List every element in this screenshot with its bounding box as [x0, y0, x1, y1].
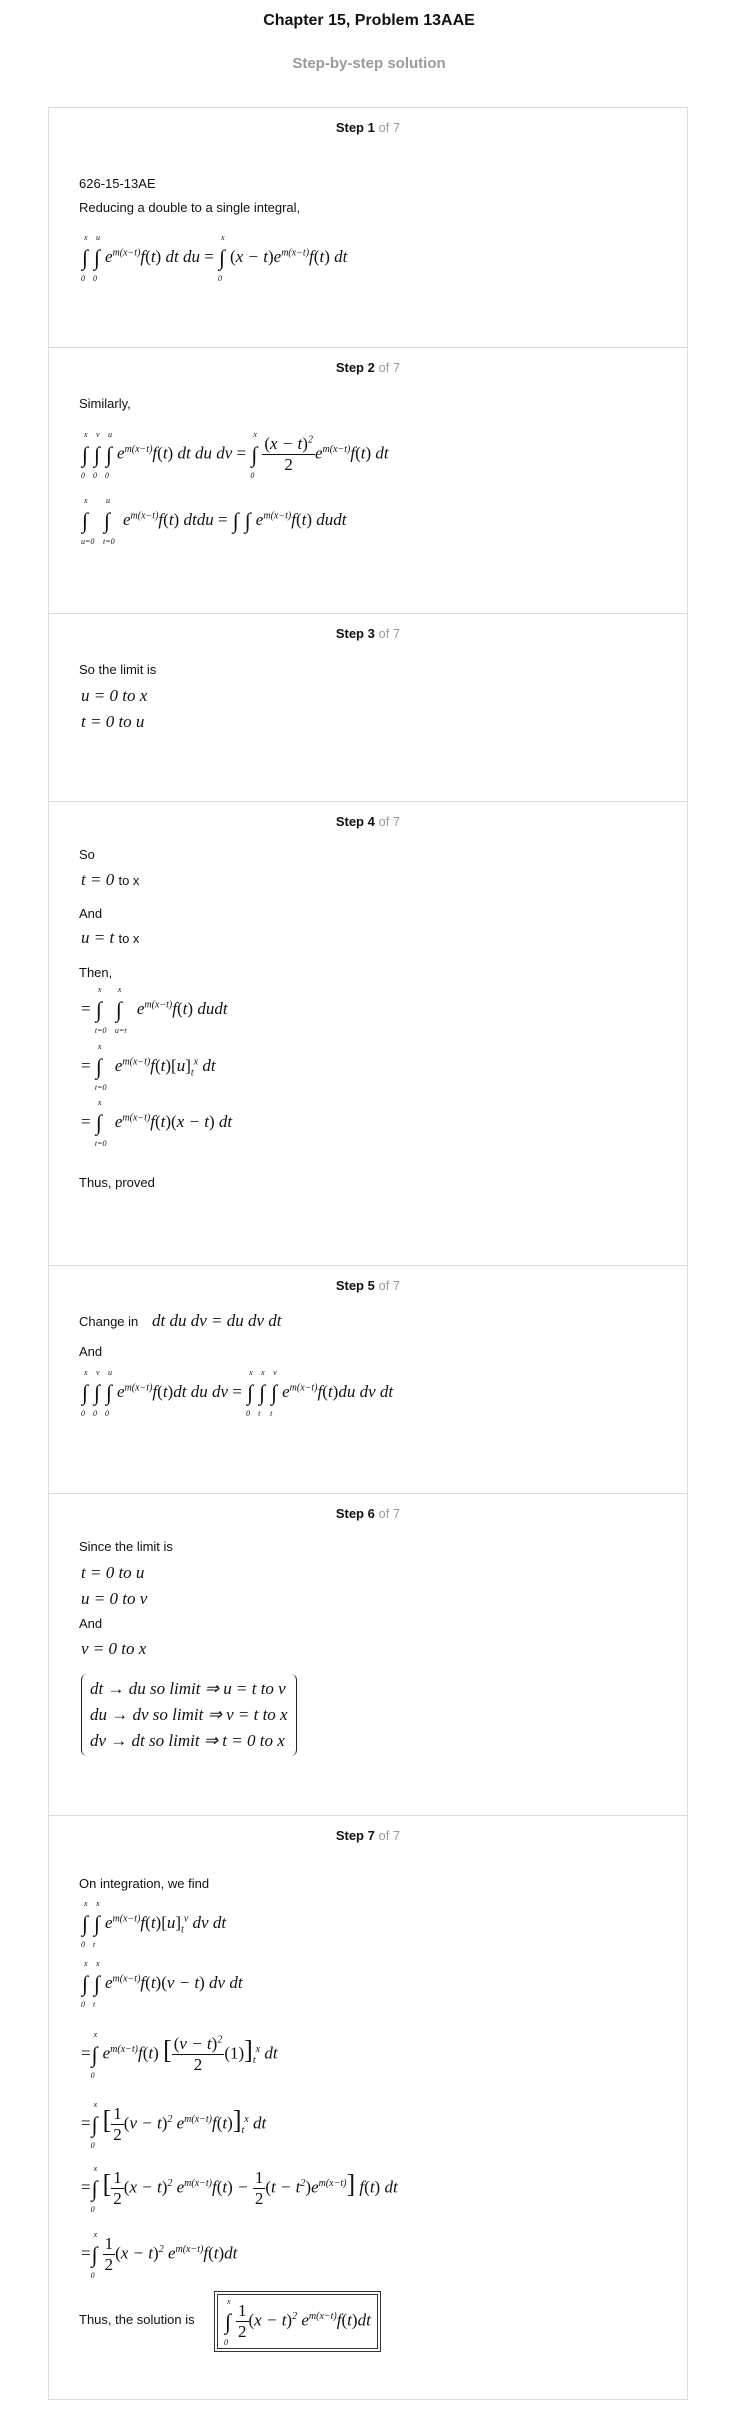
- step-text: Reducing a double to a single integral,: [79, 200, 301, 215]
- step-text: Thus, the solution is: [79, 2312, 195, 2327]
- step-card-2: [48, 347, 688, 613]
- math-equation: u = t to x: [81, 928, 140, 947]
- math-equation: ∫ x 0 ∫ v 0 ∫ u 0 $e^{m(x-t)}f(t)$ dt du dv = ∫ x 0 $\frac{(x - t)^2}{2}$ $e^{m(x-t)}f(t)$ dt: [81, 429, 389, 480]
- math-equation: ∫ x 0 ∫ x t $e^{m(x-t)}f(t)[u]_t^v$ dv dt: [81, 1899, 227, 1949]
- math-equation: ∫ x 0 ∫ v 0 ∫ u 0 $e^{m(x-t)}f(t)dt$ du dv = ∫ x 0 ∫ x t ∫ v t $e^{m(x-t)}f(t)du$ dv dt: [81, 1368, 394, 1418]
- step-text: 626-15-13AE: [79, 176, 156, 191]
- step-heading: Step 7 of 7: [335, 1828, 401, 1843]
- step-text: And: [79, 1344, 103, 1359]
- step-text: And: [79, 1616, 103, 1631]
- step-card-3: [48, 613, 688, 801]
- math-equation: = ∫ x 0 $\frac{1}{2}$ $(x - t)^2$ $e^{m(x-t)}f(t)dt$: [81, 2229, 238, 2280]
- math-equation: ∫ x u=0 ∫ u t=0 $e^{m(x-t)}f(t)$ dtdu = ∫ ∫ $e^{m(x-t)}f(t)$ dudt: [81, 496, 347, 546]
- final-answer-box: ∫ x 0 $\frac{1}{2}$ $(x - t)^2$ $e^{m(x-t)}f(t)dt$: [217, 2294, 378, 2349]
- step-heading: Step 1 of 7: [335, 120, 401, 135]
- step-card-7: [48, 1815, 688, 2400]
- step-text: So the limit is: [79, 662, 157, 677]
- math-equation: t = 0 to x: [81, 870, 140, 889]
- step-card-4: [48, 801, 688, 1265]
- math-equation: v = 0 to x: [81, 1639, 147, 1658]
- math-equation: ∫ x 0 ∫ x t $e^{m(x-t)}f(t)(v - t)$ dv dt: [81, 1959, 243, 2009]
- step-text: So: [79, 847, 95, 862]
- step-heading: Step 2 of 7: [335, 360, 401, 375]
- step-card-1: [48, 107, 688, 347]
- step-text: Since the limit is: [79, 1539, 173, 1554]
- limits-brace: [81, 1674, 297, 1756]
- math-equation: t = 0 to u: [81, 712, 145, 731]
- math-equation: ∫ x 0 ∫ u 0 $e^{m(x-t)}f(t)$ dt du = ∫ x 0 $(x - t)e^{m(x-t)}f(t)$ dt: [81, 233, 348, 283]
- step-text: And: [79, 906, 103, 921]
- math-equation: dt du dv = du dv dt: [152, 1311, 282, 1330]
- math-equation: = ∫ x t=0 ∫ x u=t $e^{m(x-t)}f(t)$ dudt: [81, 985, 228, 1035]
- math-equation: = ∫ x t=0 $e^{m(x-t)}f(t)(x - t)$ dt: [81, 1098, 233, 1148]
- step-text: Then,: [79, 965, 113, 980]
- step-heading: Step 3 of 7: [335, 626, 401, 641]
- math-equation: = ∫ x 0 [ $\frac{1}{2}$ $(x - t)^2$ $e^{m(x-t)}f(t)$ − $\frac{1}{2}$ $(t - t^2)e^{m(x-t)}$] f(t) dt: [81, 2163, 398, 2214]
- math-equation: u = 0 to x: [81, 686, 148, 705]
- math-equation: = ∫ x 0 [ $\frac{1}{2}$ $(v - t)^2$ $e^{m(x-t)}f(t)]_t^x$ dt: [81, 2099, 267, 2150]
- step-text: Similarly,: [79, 396, 131, 411]
- step-heading: Step 6 of 7: [335, 1506, 401, 1521]
- brace-line: dt → du so limit ⇒ u = t to v: [90, 1679, 286, 1698]
- step-card-5: [48, 1265, 688, 1493]
- step-text: On integration, we find: [79, 1876, 210, 1891]
- math-equation: t = 0 to u: [81, 1563, 145, 1582]
- step-text: Change in: [79, 1314, 139, 1329]
- page-subtitle: Step-by-step solution: [292, 55, 446, 72]
- step-card-6: [48, 1493, 688, 1815]
- math-equation: = ∫ x 0 $e^{m(x-t)}f(t)$ [ $\frac{(v - t)^2}{2}$ $(1)]_t^x$ dt: [81, 2029, 278, 2080]
- step-text: Thus, proved: [79, 1175, 155, 1190]
- brace-line: du → dv so limit ⇒ v = t to x: [90, 1705, 288, 1724]
- math-equation: = ∫ x t=0 $e^{m(x-t)}f(t)[u]_t^x$ dt: [81, 1042, 216, 1092]
- brace-line: dv → dt so limit ⇒ t = 0 to x: [90, 1731, 285, 1750]
- page-title: Chapter 15, Problem 13AAE: [263, 12, 475, 29]
- math-equation: u = 0 to v: [81, 1589, 148, 1608]
- step-heading: Step 4 of 7: [335, 814, 401, 829]
- step-heading: Step 5 of 7: [335, 1278, 401, 1293]
